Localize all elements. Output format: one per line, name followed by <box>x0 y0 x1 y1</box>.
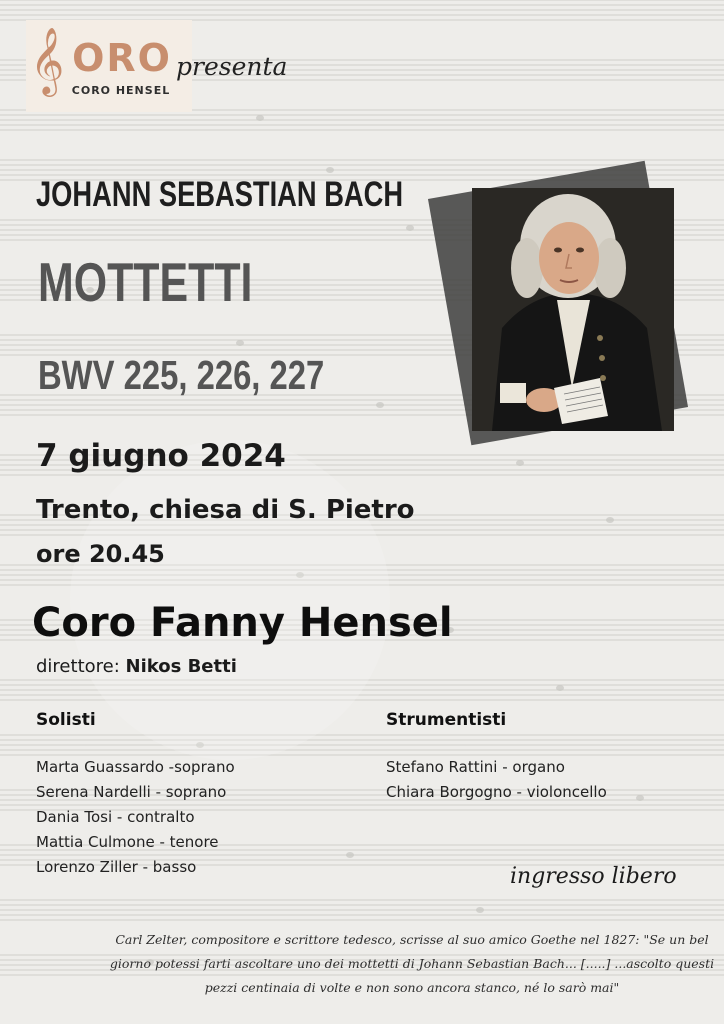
bach-portrait <box>472 188 674 431</box>
treble-clef-icon: 𝄞 <box>30 26 65 94</box>
instrumentalists-heading: Strumentisti <box>386 710 507 730</box>
list-item: Mattia Culmone - tenore <box>36 833 219 851</box>
director-line <box>36 656 237 677</box>
director-label: direttore: <box>36 656 120 677</box>
zelter-quote: Carl Zelter, compositore e scrittore tedesco, scrisse al suo amico Goethe nel 1827: "Se un bel giorno potessi farti ascoltare uno dei mottetti di Johann Sebastian Bach... [.....] ...ascolto questi pezzi centinaia di volte e non sono ancora stanco, né lo sarò mai" <box>109 932 715 995</box>
coro-hensel-logo <box>26 20 192 112</box>
list-item: Chiara Borgogno - violoncello <box>386 783 607 801</box>
soloists-heading: Solisti <box>36 710 96 730</box>
list-item: Lorenzo Ziller - basso <box>36 858 197 876</box>
list-item: Stefano Rattini - organo <box>386 758 565 776</box>
bwv-numbers: BWV 225, 226, 227 <box>38 352 325 398</box>
logo-title: ORO <box>72 36 172 80</box>
admission-note: ingresso libero <box>510 864 677 889</box>
director-name: Nikos Betti <box>125 656 237 677</box>
composer-name: JOHANN SEBASTIAN BACH <box>36 175 404 214</box>
concert-time: ore 20.45 <box>36 540 165 568</box>
work-title: MOTTETTI <box>38 251 253 313</box>
concert-date: 7 giugno 2024 <box>36 438 286 474</box>
soloists-list <box>36 755 235 880</box>
list-item: Serena Nardelli - soprano <box>36 783 227 801</box>
list-item: Dania Tosi - contralto <box>36 808 195 826</box>
instrumentalists-list <box>386 755 607 805</box>
logo-subtitle: CORO HENSEL <box>71 84 171 97</box>
list-item: Marta Guassardo -soprano <box>36 758 235 776</box>
choir-name: Coro Fanny Hensel <box>32 600 453 646</box>
concert-venue: Trento, chiesa di S. Pietro <box>36 495 415 525</box>
presenta-text: presenta <box>176 52 288 81</box>
